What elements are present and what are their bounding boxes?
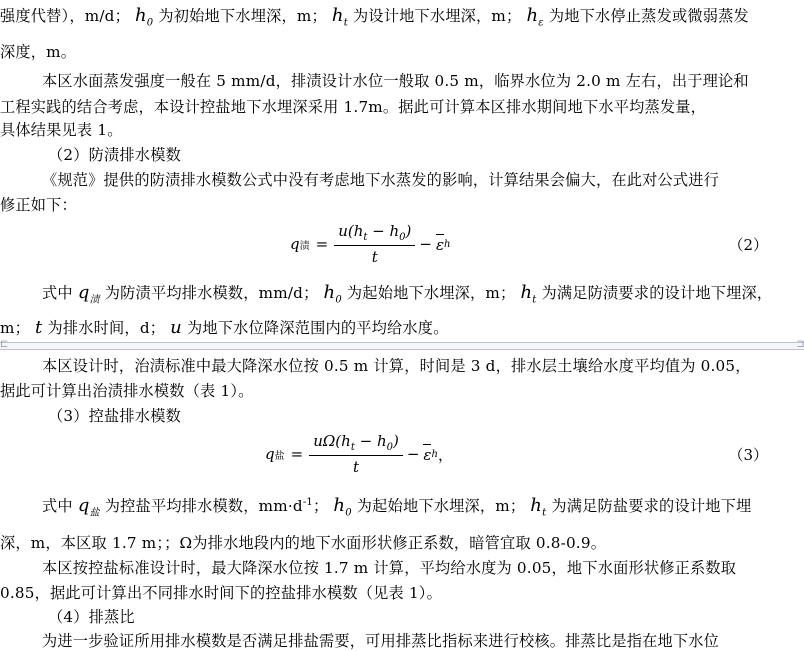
text-line-16: 本区按控盐标准设计时，最大降深水位按 1.7 m 计算，平均给水度为 0.05，地下水面形状修正系数取	[42, 559, 737, 577]
text-line-5: 具体结果见表 1。	[0, 121, 123, 139]
equation-number: （3）	[728, 446, 768, 464]
text-line-12: 据此可计算出治渍排水模数（表 1）。	[0, 382, 254, 400]
text-span: 为设计地下水埋深，m；	[352, 7, 522, 25]
text-line-9: 式中 $q_渍$ 为防渍平均排水模数，mm/d； $h_0$ 为起始地下水埋深，m； $h_t$ 为满足防渍要求的设计地下埋深，	[42, 282, 773, 306]
equation-3: q 盐 = $\frac{u\Omega(h_t - h_0)}{t}$ − ε h ， （3）	[265, 432, 768, 476]
equation-number: （2）	[728, 236, 768, 254]
text-line-15: 深，m，本区取 1.7 m；；Ω为排水地段内的地下水面形状修正系数，暗管宜取 0.8-0.9。	[0, 534, 607, 552]
text-line-2: 深度，m。	[0, 43, 77, 61]
text-line-8: 修正如下：	[0, 196, 77, 214]
text-line-1	[0, 6, 804, 34]
equation-fraction: $\frac{u\Omega(h_t - h_0)}{t}$	[309, 432, 403, 476]
text-line-10: m； t 为排水时间，d； u 为地下水位降深范围内的平均给水度。	[0, 317, 449, 338]
text-line-11: 本区设计时，治渍标准中最大降深水位按 0.5 m 计算，时间是 3 d，排水层土壤给水度平均值为 0.05，	[42, 357, 751, 375]
equation-2: q 渍 = $\frac{u(h_t - h_0)}{t}$ − ε h （2）	[290, 222, 768, 266]
symbol-he: $h_\varepsilon$	[526, 5, 544, 29]
text-span: 为地下水停止蒸发或微弱蒸发	[548, 7, 749, 25]
text-line-4: 工程实践的结合考虑，本设计控盐地下水埋深采用 1.7m。据此可计算本区排水期间地下水平均蒸发量，	[0, 98, 707, 116]
page-break-divider: ⊏ ⊐	[0, 339, 804, 350]
section-heading-2: （2）防渍排水模数	[48, 146, 181, 164]
text-span: 强度代替），m/d；	[0, 7, 130, 25]
section-heading-3: （3）控盐排水模数	[48, 407, 181, 425]
symbol-ht: $h_t$	[331, 5, 348, 29]
text-line-7: 《规范》提供的防渍排水模数公式中没有考虑地下水蒸发的影响，计算结果会偏大，在此对公式进行	[42, 171, 720, 189]
text-line-3: 本区水面蒸发强度一般在 5 mm/d，排渍设计水位一般取 0.5 m，临界水位为 2.0 m 左右，出于理论和	[42, 72, 749, 90]
section-heading-4: （4）排蒸比	[48, 608, 135, 626]
symbol-h0: $h_0$	[134, 5, 154, 29]
text-line-19: 为进一步验证所用排水模数是否满足排盐需要，可用排蒸比指标来进行校核。排蒸比是指在地下水位	[42, 632, 720, 650]
text-span: 为初始地下水埋深，m；	[158, 7, 327, 25]
equation-fraction: $\frac{u(h_t - h_0)}{t}$	[334, 222, 415, 266]
text-line-14: 式中 $q_盐$ 为控盐平均排水模数，$mm\cdot d^{-1}$； $h_0$ 为起始地下水埋深，m； $h_t$ 为满足防盐要求的设计地下埋	[42, 495, 752, 519]
text-line-17: 0.85，据此可计算出不同排水时间下的控盐排水模数（见表 1）。	[0, 584, 442, 602]
